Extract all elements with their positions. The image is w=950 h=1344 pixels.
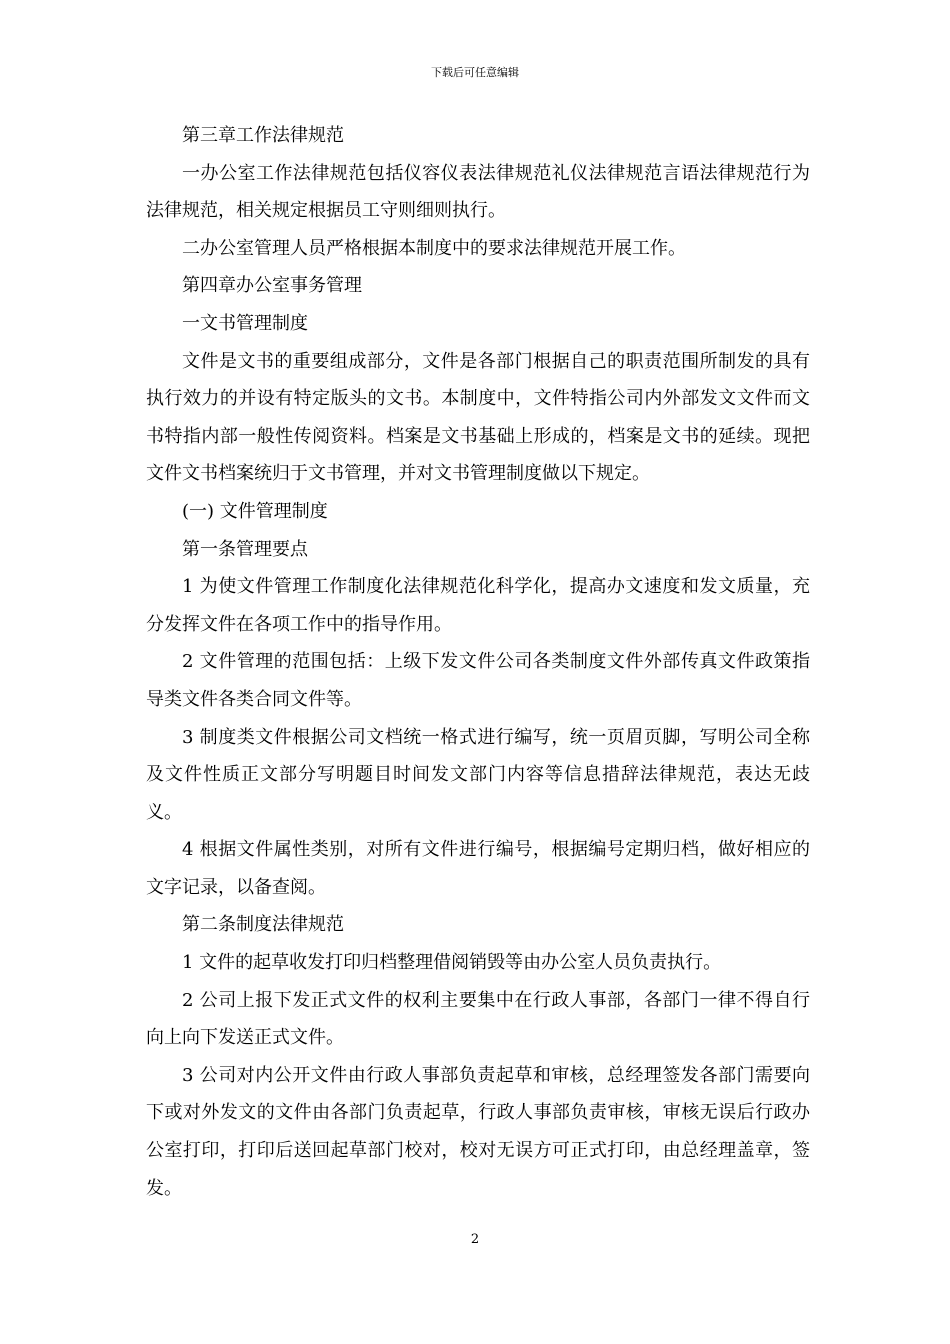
page-number: 2 [470, 1232, 480, 1247]
page-header: 下载后可任意编辑 [431, 66, 519, 79]
chapter-4-heading: 第四章办公室事务管理 [182, 275, 362, 297]
list-item: 2 公司上报下发正式文件的权利主要集中在行政人事部，各部门一律不得自行向上向下发送正式文件。 [146, 989, 810, 1049]
paragraph: 文件是文书的重要组成部分，文件是各部门根据自己的职责范围所制发的具有执行效力的并设有特定版头的文书。本制度中，文件特指公司内外部发文文件而文书特指内部一般性传阅资料。档案是文书基础上形成的，档案是文书的延续。现把文件文书档案统归于文书管理，并对文书管理制度做以下规定。 [146, 350, 810, 485]
article-heading: 第二条制度法律规范 [182, 914, 344, 936]
article-heading: 第一条管理要点 [182, 538, 308, 560]
subsection-heading: (一) 文件管理制度 [182, 500, 328, 522]
section-heading: 一文书管理制度 [182, 312, 308, 334]
paragraph: 二办公室管理人员严格根据本制度中的要求法律规范开展工作。 [182, 237, 686, 259]
list-item: 3 制度类文件根据公司文档统一格式进行编写，统一页眉页脚，写明公司全称及文件性质正文部分写明题目时间发文部门内容等信息措辞法律规范，表达无歧义。 [146, 726, 810, 823]
list-item: 1 文件的起草收发打印归档整理借阅销毁等由办公室人员负责执行。 [182, 952, 722, 974]
document-body [146, 117, 810, 1207]
list-item: 4 根据文件属性类别，对所有文件进行编号，根据编号定期归档，做好相应的文字记录，以备查阅。 [146, 839, 810, 898]
chapter-3-heading: 第三章工作法律规范 [182, 125, 344, 146]
list-item: 3 公司对内公开文件由行政人事部负责起草和审核，总经理签发各部门需要向下或对外发文的文件由各部门负责起草，行政人事部负责审核，审核无误后行政办公室打印，打印后送回起草部门校对，校对无误方可正式打印，由总经理盖章，签发。 [146, 1064, 810, 1199]
paragraph: 一办公室工作法律规范包括仪容仪表法律规范礼仪法律规范言语法律规范行为法律规范，相关规定根据员工守则细则执行。 [146, 162, 810, 222]
list-item: 1 为使文件管理工作制度化法律规范化科学化，提高办文速度和发文质量，充分发挥文件在各项工作中的指导作用。 [146, 576, 810, 635]
list-item: 2 文件管理的范围包括：上级下发文件公司各类制度文件外部传真文件政策指导类文件各类合同文件等。 [146, 651, 810, 710]
